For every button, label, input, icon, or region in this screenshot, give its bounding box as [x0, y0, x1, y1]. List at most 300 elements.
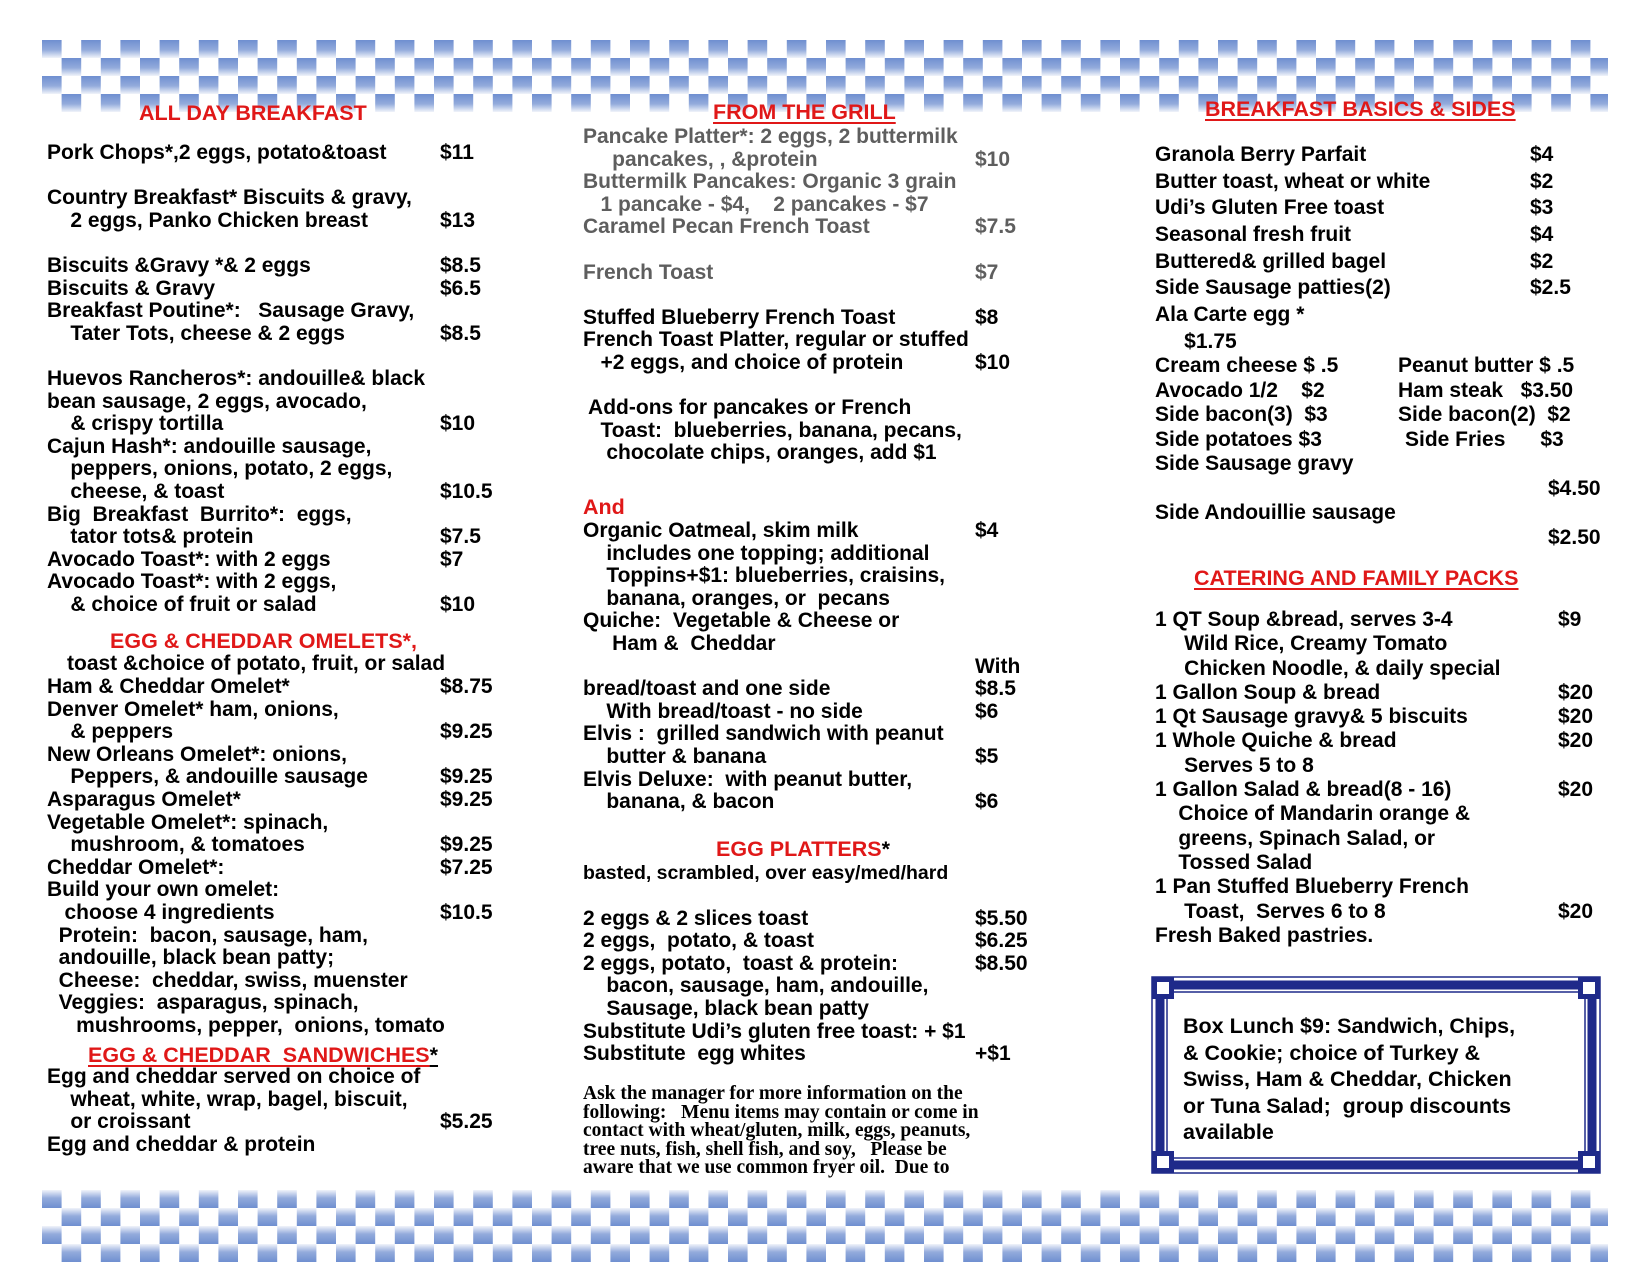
checker-square — [591, 76, 611, 94]
checker-square — [493, 58, 513, 76]
checker-square — [199, 1190, 219, 1208]
checker-square — [1336, 76, 1356, 94]
checker-square — [297, 58, 317, 76]
checker-square — [395, 76, 415, 94]
menu-item-name: Quiche: Vegetable & Cheese or — [583, 609, 900, 633]
checker-square — [1159, 1244, 1179, 1262]
menu-item-name: Toppins+$1: blueberries, craisins, — [583, 564, 945, 588]
checker-square — [1277, 58, 1297, 76]
menu-item-name: Veggies: asparagus, spinach, — [47, 991, 359, 1015]
checker-square — [454, 1208, 474, 1226]
menu-item-name: Seasonal fresh fruit — [1155, 223, 1352, 247]
checker-square — [454, 94, 474, 112]
menu-item-name: Egg and cheddar & protein — [47, 1132, 316, 1156]
menu-item-price: $5.50 — [975, 906, 1028, 930]
all-day-breakfast-heading: ALL DAY BREAKFAST — [139, 101, 367, 125]
checker-square — [1551, 1208, 1571, 1226]
checker-square — [140, 58, 160, 76]
checker-square — [650, 1208, 670, 1226]
menu-item-price: $5 — [975, 744, 999, 768]
checker-square — [1238, 1244, 1258, 1262]
checker-square — [865, 1190, 885, 1208]
checker-square — [1453, 76, 1473, 94]
menu-item-name: andouille, black bean patty; — [47, 946, 335, 970]
menu-item-name: Wild Rice, Creamy Tomato — [1155, 632, 1448, 656]
checker-square — [1159, 94, 1179, 112]
checker-square — [1394, 58, 1414, 76]
menu-item-name: Substitute Udi’s gluten free toast: + $1 — [583, 1019, 966, 1043]
menu-item-price: $6.25 — [975, 929, 1028, 953]
menu-item-price: $11 — [440, 141, 474, 164]
menu-item-name: Pork Chops*,2 eggs, potato&toast — [47, 141, 387, 164]
checker-square — [473, 1190, 493, 1208]
side-item: Side bacon(2) $2 — [1398, 403, 1571, 426]
checker-square — [512, 76, 532, 94]
checker-square — [689, 1244, 709, 1262]
checker-square — [356, 40, 376, 58]
checker-square — [375, 1244, 395, 1262]
side-item: Ham steak $3.50 — [1398, 378, 1574, 402]
checker-square — [356, 76, 376, 94]
checker-square — [1492, 1190, 1512, 1208]
checker-square — [1473, 58, 1493, 76]
checker-square — [454, 58, 474, 76]
checker-square — [316, 76, 336, 94]
menu-item-name: bread/toast and one side — [583, 677, 831, 701]
checker-square — [1571, 76, 1591, 94]
checker-square — [1532, 1226, 1552, 1244]
checker-square — [1002, 1244, 1022, 1262]
checker-square — [258, 58, 278, 76]
menu-item-name: French Toast Platter, regular or stuffed — [583, 328, 969, 352]
menu-item-name: mushrooms, pepper, onions, tomato — [47, 1013, 445, 1037]
menu-item-name: Vegetable Omelet*: spinach, — [47, 810, 329, 834]
menu-item-name: Cheddar Omelet*: — [47, 855, 225, 879]
menu-item-name: 1 Gallon Salad & bread(8 - 16) — [1155, 778, 1452, 802]
checker-square — [630, 1190, 650, 1208]
checker-square — [885, 1208, 905, 1226]
omelets-subheading: toast &choice of potato, fruit, or salad — [67, 652, 446, 675]
checker-square — [179, 58, 199, 76]
checker-square — [591, 1226, 611, 1244]
checker-square — [1061, 1226, 1081, 1244]
checkered-border-bottom — [42, 1190, 1608, 1262]
checker-square — [669, 1190, 689, 1208]
checker-square — [1532, 40, 1552, 58]
checker-square — [748, 1190, 768, 1208]
checker-square — [395, 1190, 415, 1208]
checker-square — [591, 1190, 611, 1208]
checker-square — [787, 1226, 807, 1244]
menu-item-price: $7 — [975, 260, 999, 284]
menu-item-name: includes one topping; additional — [583, 541, 930, 565]
menu-item-name: Country Breakfast* Biscuits & gravy, — [47, 186, 412, 210]
menu-item-name: Side Sausage gravy — [1155, 452, 1354, 475]
menu-item-name: or croissant — [47, 1110, 191, 1134]
menu-item-price: $8.50 — [975, 951, 1028, 975]
menu-item-name: +2 eggs, and choice of protein — [583, 350, 904, 374]
menu-item-name: banana, & bacon — [583, 790, 775, 814]
checker-square — [1394, 1208, 1414, 1226]
menu-item-name: 2 eggs & 2 slices toast — [583, 906, 809, 930]
checker-square — [1198, 1208, 1218, 1226]
checker-square — [1257, 40, 1277, 58]
checker-square — [1238, 58, 1258, 76]
checker-square — [552, 1190, 572, 1208]
menu-item-price: $10 — [440, 412, 476, 436]
checker-square — [610, 94, 630, 112]
checker-square — [806, 58, 826, 76]
checker-square — [1140, 1190, 1160, 1208]
checker-square — [1002, 1208, 1022, 1226]
checker-square — [1512, 1244, 1532, 1262]
checker-square — [787, 76, 807, 94]
checker-square — [650, 58, 670, 76]
checker-square — [1414, 40, 1434, 58]
checker-square — [120, 1190, 140, 1208]
checker-square — [1336, 1190, 1356, 1208]
checker-square — [571, 58, 591, 76]
checker-square — [1512, 1208, 1532, 1226]
checker-square — [1100, 1226, 1120, 1244]
checker-square — [1414, 76, 1434, 94]
checker-square — [120, 76, 140, 94]
checker-square — [1532, 1190, 1552, 1208]
checker-square — [904, 40, 924, 58]
menu-item-name: & crispy tortilla — [47, 412, 224, 436]
checker-square — [375, 94, 395, 112]
checker-square — [395, 1226, 415, 1244]
menu-item-name: bean sausage, 2 eggs, avocado, — [47, 389, 367, 413]
checker-square — [1081, 1208, 1101, 1226]
checker-square — [806, 1244, 826, 1262]
side-item: Cream cheese $ .5 — [1155, 354, 1339, 377]
checker-square — [434, 76, 454, 94]
menu-item-name: Asparagus Omelet* — [47, 787, 241, 811]
checker-square — [552, 1226, 572, 1244]
omelets-heading: EGG & CHEDDAR OMELETS*, — [110, 629, 417, 653]
menu-item-name: Udi’s Gluten Free toast — [1155, 196, 1385, 220]
checker-square — [512, 1226, 532, 1244]
menu-item-name: & peppers — [47, 720, 174, 744]
checker-square — [1179, 1190, 1199, 1208]
checker-square — [748, 1226, 768, 1244]
checker-square — [689, 1208, 709, 1226]
checker-square — [238, 40, 258, 58]
menu-item-name: Chicken Noodle, & daily special — [1155, 656, 1501, 680]
checker-square — [1042, 1208, 1062, 1226]
checker-square — [1218, 76, 1238, 94]
checker-square — [944, 76, 964, 94]
checker-square — [728, 1244, 748, 1262]
menu-item-price: $4.50 — [1548, 476, 1601, 500]
checker-square — [179, 1208, 199, 1226]
checker-square — [1042, 94, 1062, 112]
checker-square — [1375, 1226, 1395, 1244]
checker-square — [81, 76, 101, 94]
menu-item-name: $1.75 — [1155, 329, 1237, 353]
egg-platters-heading — [716, 837, 890, 862]
checker-square — [1434, 58, 1454, 76]
checker-square — [160, 40, 180, 58]
checker-square — [42, 76, 62, 94]
menu-item-price: $10.5 — [440, 900, 493, 924]
checker-square — [963, 1208, 983, 1226]
checker-square — [1120, 58, 1140, 76]
checker-square — [1492, 1226, 1512, 1244]
checker-square — [904, 1226, 924, 1244]
basics-heading: BREAKFAST BASICS & SIDES — [1205, 97, 1516, 121]
menu-item-name: Buttered& grilled bagel — [1155, 249, 1387, 273]
checker-square — [1257, 1226, 1277, 1244]
menu-item-name: New Orleans Omelet*: onions, — [47, 742, 347, 766]
checker-square — [238, 76, 258, 94]
checker-square — [81, 1226, 101, 1244]
menu-item-name: chocolate chips, oranges, add $1 — [583, 441, 937, 465]
menu-item-name: Serves 5 to 8 — [1155, 753, 1314, 777]
checker-square — [983, 76, 1003, 94]
checker-square — [1571, 40, 1591, 58]
checker-square — [62, 1244, 82, 1262]
checker-square — [395, 40, 415, 58]
menu-item-name: Cheese: cheddar, swiss, muenster — [47, 968, 408, 992]
checker-square — [160, 1226, 180, 1244]
menu-item-name: Butter toast, wheat or white — [1155, 169, 1431, 193]
checker-square — [238, 1226, 258, 1244]
menu-item-price: $7 — [440, 547, 464, 571]
checker-square — [846, 1244, 866, 1262]
checker-square — [728, 1208, 748, 1226]
checker-square — [708, 76, 728, 94]
checker-square — [1159, 58, 1179, 76]
checker-square — [454, 1244, 474, 1262]
checker-square — [356, 1190, 376, 1208]
menu-item-price: $20 — [1558, 729, 1594, 753]
checker-square — [846, 58, 866, 76]
menu-item-price: +$1 — [975, 1042, 1011, 1066]
checker-square — [1453, 1190, 1473, 1208]
checker-square — [904, 76, 924, 94]
checker-square — [610, 1208, 630, 1226]
menu-item-name: choose 4 ingredients — [47, 900, 275, 924]
checker-square — [1336, 1226, 1356, 1244]
menu-item-price: $2 — [1530, 169, 1554, 193]
checker-square — [944, 1190, 964, 1208]
checker-square — [1434, 1244, 1454, 1262]
checker-square — [277, 40, 297, 58]
menu-item-name: Granola Berry Parfait — [1155, 143, 1367, 166]
menu-item-name: Caramel Pecan French Toast — [583, 215, 870, 239]
checker-square — [983, 1226, 1003, 1244]
checker-square — [924, 1244, 944, 1262]
checker-square — [238, 1190, 258, 1208]
menu-item-name: Avocado Toast*: with 2 eggs, — [47, 570, 337, 594]
menu-item-name: Breakfast Poutine*: Sausage Gravy, — [47, 299, 415, 323]
menu-item-price: $8.5 — [440, 321, 481, 345]
menu-item-name: 1 Pan Stuffed Blueberry French — [1155, 875, 1469, 899]
checker-square — [1453, 1226, 1473, 1244]
menu-item-price: $8.5 — [440, 253, 481, 277]
checker-square — [258, 1208, 278, 1226]
checker-square — [1551, 1244, 1571, 1262]
checker-square — [1394, 1244, 1414, 1262]
checker-square — [1296, 76, 1316, 94]
menu-item-price: $10 — [975, 147, 1011, 171]
menu-item-price: $20 — [1558, 778, 1594, 802]
checker-square — [1277, 1208, 1297, 1226]
checker-square — [669, 1226, 689, 1244]
checker-square — [885, 1244, 905, 1262]
egg-platters-star: * — [881, 837, 891, 861]
checker-square — [101, 94, 121, 112]
checker-square — [414, 1208, 434, 1226]
checker-square — [1218, 1226, 1238, 1244]
menu-item-price: $9 — [1558, 608, 1582, 631]
checker-square — [1590, 58, 1608, 76]
menu-item-price: $9.25 — [440, 833, 493, 857]
checker-square — [1473, 1208, 1493, 1226]
checker-square — [748, 76, 768, 94]
checker-square — [904, 1190, 924, 1208]
checker-square — [1140, 1226, 1160, 1244]
checker-square — [493, 1244, 513, 1262]
checker-square — [140, 1244, 160, 1262]
checker-square — [1414, 1226, 1434, 1244]
menu-item-price: $8.75 — [440, 675, 493, 698]
checker-square — [1296, 1190, 1316, 1208]
checker-square — [1257, 76, 1277, 94]
menu-item-price: $2.50 — [1548, 525, 1601, 549]
checker-square — [963, 58, 983, 76]
menu-item-name: Sausage, black bean patty — [583, 996, 869, 1020]
menu-item-name: With bread/toast - no side — [583, 699, 863, 723]
checker-square — [218, 1244, 238, 1262]
checker-square — [1257, 1190, 1277, 1208]
menu-item-name: wheat, white, wrap, bagel, biscuit, — [47, 1087, 408, 1111]
menu-item-name: cheese, & toast — [47, 479, 225, 503]
checker-square — [62, 1208, 82, 1226]
allergy-notice: Ask the manager for more information on the following: Menu items may contain or come in contact with wheat/gluten, milk, eggs, peanuts, tree nuts, fish, shell fish, and soy, Please be aware that we use common fryer oil. Due to — [583, 1083, 979, 1178]
menu-item-price: $10.5 — [440, 479, 493, 503]
menu-item-name: & choice of fruit or salad — [47, 592, 317, 616]
menu-item-name: Elvis Deluxe: with peanut butter, — [583, 767, 913, 791]
menu-item-name: Tater Tots, cheese & 2 eggs — [47, 321, 345, 345]
menu-item-price: $8.5 — [975, 677, 1016, 701]
checker-square — [1081, 94, 1101, 112]
checker-square — [944, 40, 964, 58]
checker-square — [1551, 58, 1571, 76]
checker-square — [826, 1226, 846, 1244]
menu-item-price: $20 — [1558, 680, 1594, 704]
checker-square — [1571, 1190, 1591, 1208]
menu-item-name: butter & banana — [583, 744, 767, 768]
menu-item-name: 1 QT Soup &bread, serves 3-4 — [1155, 608, 1453, 631]
checker-square — [434, 40, 454, 58]
menu-item-name: Substitute egg whites — [583, 1042, 806, 1066]
checker-square — [826, 76, 846, 94]
checker-square — [1120, 1244, 1140, 1262]
checker-square — [708, 40, 728, 58]
checker-square — [728, 58, 748, 76]
menu-item-name: 1 Whole Quiche & bread — [1155, 729, 1397, 753]
checker-square — [1375, 76, 1395, 94]
checker-square — [767, 1244, 787, 1262]
menu-item-name: Cajun Hash*: andouille sausage, — [47, 434, 372, 458]
checker-square — [1159, 1208, 1179, 1226]
checker-square — [1042, 1244, 1062, 1262]
checker-square — [473, 1226, 493, 1244]
checker-square — [865, 1226, 885, 1244]
checker-square — [336, 1244, 356, 1262]
checker-square — [1120, 94, 1140, 112]
checker-square — [1414, 1190, 1434, 1208]
menu-item-name: Stuffed Blueberry French Toast — [583, 305, 896, 329]
checker-square — [160, 76, 180, 94]
checker-square — [1492, 40, 1512, 58]
menu-item-price: $7.25 — [440, 855, 493, 879]
checker-square — [1179, 76, 1199, 94]
checker-square — [708, 1190, 728, 1208]
checker-square — [297, 1244, 317, 1262]
checker-square — [512, 1190, 532, 1208]
checker-square — [297, 1208, 317, 1226]
checker-square — [336, 58, 356, 76]
menu-item-price: $4 — [1530, 223, 1554, 247]
checker-square — [1179, 1226, 1199, 1244]
catering-heading: CATERING AND FAMILY PACKS — [1194, 566, 1519, 590]
menu-item-name: 1 Gallon Soup & bread — [1155, 680, 1381, 704]
menu-item-name: Big Breakfast Burrito*: eggs, — [47, 502, 352, 526]
checker-square — [1453, 40, 1473, 58]
checker-square — [532, 1244, 552, 1262]
menu-item-name: Elvis : grilled sandwich with peanut — [583, 722, 944, 746]
menu-item-name: Build your own omelet: — [47, 878, 280, 902]
menu-item-name: bacon, sausage, ham, andouille, — [583, 974, 929, 998]
checker-square — [316, 1226, 336, 1244]
checker-square — [1120, 1208, 1140, 1226]
menu-item-price: $2 — [1530, 249, 1554, 273]
checker-square — [571, 1244, 591, 1262]
side-item: Avocado 1/2 $2 — [1155, 378, 1325, 402]
menu-item-price: $10 — [975, 350, 1011, 374]
menu-item-price: $20 — [1558, 899, 1594, 923]
menu-item-name: Choice of Mandarin orange & — [1155, 802, 1471, 826]
checker-square — [963, 1244, 983, 1262]
checker-square — [473, 40, 493, 58]
menu-item-name: 2 eggs, potato, & toast — [583, 929, 815, 953]
side-item: Peanut butter $ .5 — [1398, 354, 1575, 377]
checker-square — [1590, 1208, 1608, 1226]
checker-square — [1198, 58, 1218, 76]
checker-square — [1492, 76, 1512, 94]
checker-square — [199, 76, 219, 94]
checker-square — [434, 1226, 454, 1244]
checker-square — [1355, 1208, 1375, 1226]
checker-square — [630, 76, 650, 94]
checker-square — [1002, 58, 1022, 76]
checker-square — [199, 1226, 219, 1244]
egg-platters-title: EGG PLATTERS — [716, 837, 882, 861]
checker-square — [1081, 58, 1101, 76]
menu-item-name: 1 Qt Sausage gravy& 5 biscuits — [1155, 705, 1468, 729]
menu-item-price: $6 — [975, 699, 999, 723]
menu-item-price: $3 — [1530, 196, 1554, 220]
checker-square — [1336, 40, 1356, 58]
checker-square — [120, 40, 140, 58]
checker-square — [1022, 1190, 1042, 1208]
checker-square — [1375, 40, 1395, 58]
sandwiches-star: * — [429, 1043, 439, 1067]
